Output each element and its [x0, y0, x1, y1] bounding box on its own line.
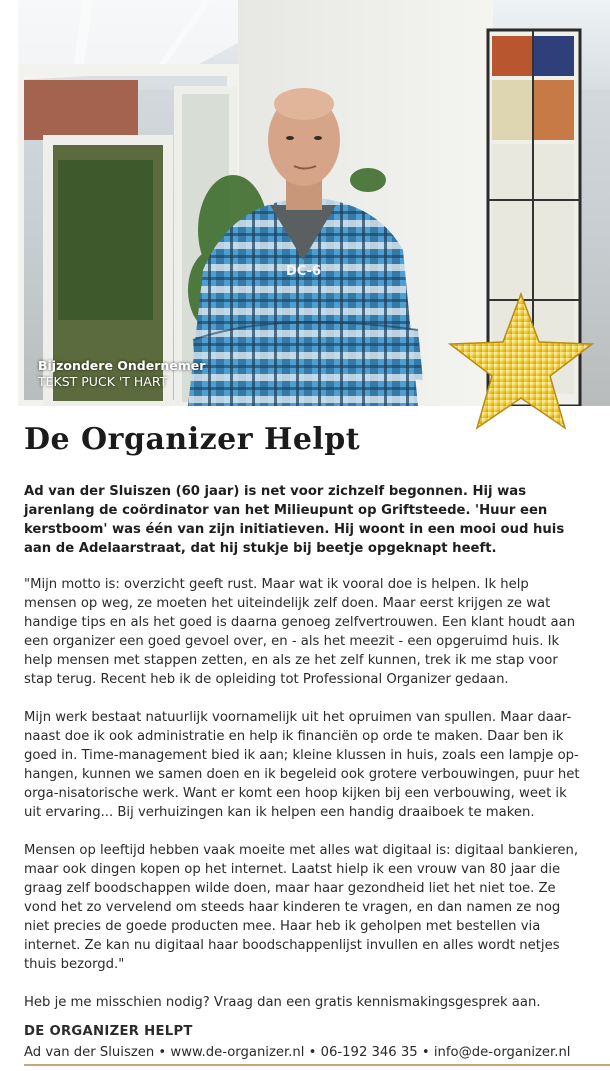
separator-dot: • [158, 1045, 167, 1060]
email-link[interactable]: info@de-organizer.nl [433, 1045, 571, 1060]
separator-dot: • [308, 1045, 317, 1060]
phone-number[interactable]: 06-192 346 35 [320, 1045, 418, 1060]
body-paragraph-3: Mensen op leeftijd hebben vaak moeite met alles wat digitaal is: digitaal bankieren, maar ook dingen kopen op het internet. Laatst hielp ik een vrouw van 80 jaar die graag zelf boodschappen wilde doen, maar haar gezondheid liet het niet toe. Ze vond het zo vervelend om steeds haar kinderen te vragen, en dan namen ze nog niet precies de goede producten mee. Haar heb ik geholpen met bestellen via internet. Ze kan nu digitaal haar boodschappenlijst invullen en alles wordt netjes thuis bezorgd." [24, 843, 579, 972]
photo-caption [38, 358, 205, 390]
bottom-divider [24, 1064, 610, 1066]
section-kicker: Bijzondere Ondernemer [38, 358, 206, 373]
contact-block [24, 1021, 584, 1063]
gold-star-icon [446, 292, 596, 432]
article-body [24, 482, 584, 1031]
article-title: De Organizer Helpt [24, 422, 361, 457]
contact-person: Ad van der Sluiszen [24, 1045, 155, 1060]
body-paragraph-2: Mijn werk bestaat natuurlijk voornamelijk uit het opruimen van spullen. Maar daar-naast doe ik ook administratie en help ik financiën op orde te maken. Daar ben ik goed in. Time-management bied ik aan; kleine klussen in huis, zoals een lampje op-hangen, kunnen we samen doen en ik begeleid ook grotere verbouwingen, puur het orga-nisatorische werk. Want er komt een hoop kijken bij een verbouwing, weet ik uit ervaring... Bij verhuizingen kan ik helpen een handig draaiboek te maken. [24, 710, 580, 820]
lead-paragraph: Ad van der Sluiszen (60 jaar) is net voor zichzelf begonnen. Hij was jarenlang de coördinator van het Milieupunt op Griftsteede. 'Huur een kerstboom' was één van zijn initiatieven. Hij woont in een mooi oud huis aan de Adelaarstraat, dat hij stukje bij beetje opgeknapt heeft. [24, 484, 565, 556]
website-link[interactable]: www.de-organizer.nl [170, 1045, 305, 1060]
body-paragraph-4: Heb je me misschien nodig? Vraag dan een gratis kennismakingsgesprek aan. [24, 995, 541, 1010]
separator-dot: • [421, 1045, 430, 1060]
business-name: DE ORGANIZER HELPT [24, 1024, 193, 1039]
author-credit: TEKST PUCK 'T HART [38, 374, 168, 389]
shirt-print: DC-6 [286, 264, 322, 279]
contact-line [24, 1042, 584, 1063]
body-paragraph-1: "Mijn motto is: overzicht geeft rust. Maar wat ik vooral doe is helpen. Ik help mensen op weg, ze moeten het uiteindelijk zelf doen. Maar eerst krijgen ze wat handige tips en als het goed is daarna genoeg zelfvertrouwen. Een klant houdt aan een organizer een goed gevoel over, en - als het meezit - een opgeruimd huis. Ik help mensen met stappen zetten, en als ze het zelf kunnen, trek ik me stap voor stap terug. Recent heb ik de opleiding tot Professional Organizer gedaan. [24, 577, 576, 687]
